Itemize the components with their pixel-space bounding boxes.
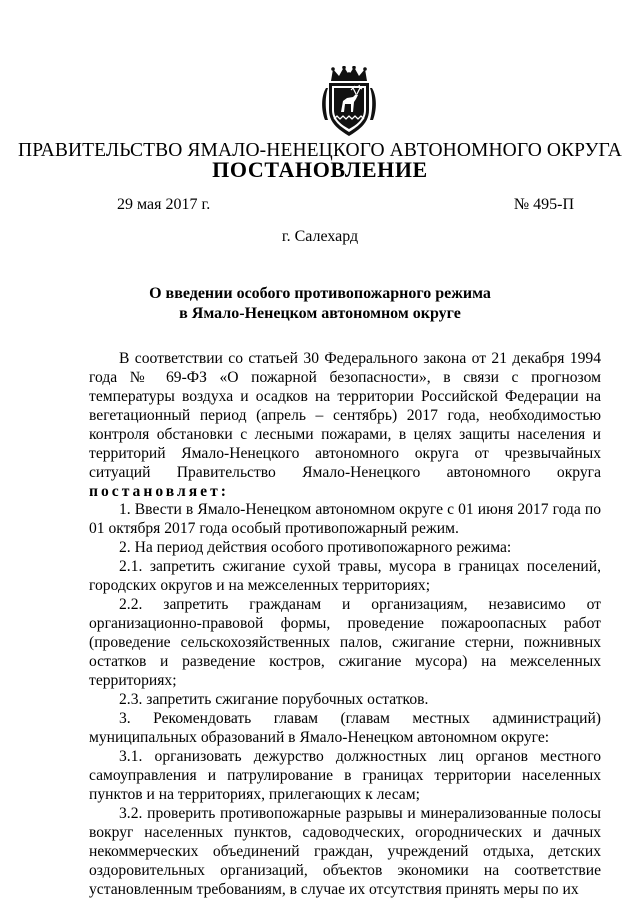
document-city: г. Салехард <box>281 228 359 245</box>
item-3-2: 3.2. проверить противопожарные разрывы и минерализованные полосы вокруг населенных пунктов, садоводческих, огороднических и дачных некоммерческих объединений граждан, учреждений отдыха, детских оздоровительных организаций, объектов экономики на соответствие установленным требованиям, в случае их отсутствия принять меры по их <box>89 805 601 898</box>
item-2-1: 2.1. запретить сжигание сухой травы, мусора в границах поселений, городских округов и на межселенных территориях; <box>89 558 601 594</box>
preamble-paragraph <box>89 349 601 501</box>
preamble-text: В соответствии со статьей 30 Федерального закона от 21 декабря 1994 года № 69-ФЗ «О пожарной безопасности», в связи с прогнозом температуры воздуха и осадков на территории Российской Федерации на вегетационный период (апрель – сентябрь) 2017 года, необходимостью контроля обстановки с лесными пожарами, в целях защиты населения и территорий Ямало-Ненецкого автономного округа от чрезвычайных ситуаций Правительство Ямало-Ненецкого автономного округа <box>89 350 601 481</box>
decree-word: постановляет: <box>89 483 229 500</box>
document-type-title: ПОСТАНОВЛЕНИЕ <box>212 157 428 182</box>
item-1: 1. Ввести в Ямало-Ненецком автономном округе с 01 июня 2017 года по 01 октября 2017 года особый противопожарный режим. <box>89 501 601 537</box>
document-date: 29 мая 2017 г. <box>117 196 211 213</box>
document-subject <box>0 284 640 324</box>
subject-line-1: О введении особого противопожарного режима <box>149 285 491 302</box>
item-3-1: 3.1. организовать дежурство должностных лиц органов местного самоуправления и патрулирование в границах территории населенных пунктов и на территориях, прилегающих к лесам; <box>89 748 601 803</box>
decree-items <box>89 500 601 899</box>
subject-line-2: в Ямало-Ненецком автономном округе <box>179 305 461 322</box>
government-title: ПРАВИТЕЛЬСТВО ЯМАЛО-НЕНЕЦКОГО АВТОНОМНОГО ОКРУГА <box>18 140 622 161</box>
item-2-3: 2.3. запретить сжигание порубочных остатков. <box>119 691 429 708</box>
item-2: 2. На период действия особого противопожарного режима: <box>119 539 512 556</box>
document-number: № 495-П <box>513 196 574 213</box>
coat-of-arms-emblem <box>317 66 381 138</box>
item-2-2: 2.2. запретить гражданам и организациям, независимо от организационно-правовой формы, проведение пожароопасных работ (проведение сельскохозяйственных палов, сжигание стерни, пожнивных остатков и разведение костров, сжигание мусора) на межселенных территориях; <box>89 596 601 689</box>
item-3: 3. Рекомендовать главам (главам местных администраций) муниципальных образований в Ямало-Ненецком автономном округе: <box>89 710 601 746</box>
preamble <box>89 349 601 501</box>
